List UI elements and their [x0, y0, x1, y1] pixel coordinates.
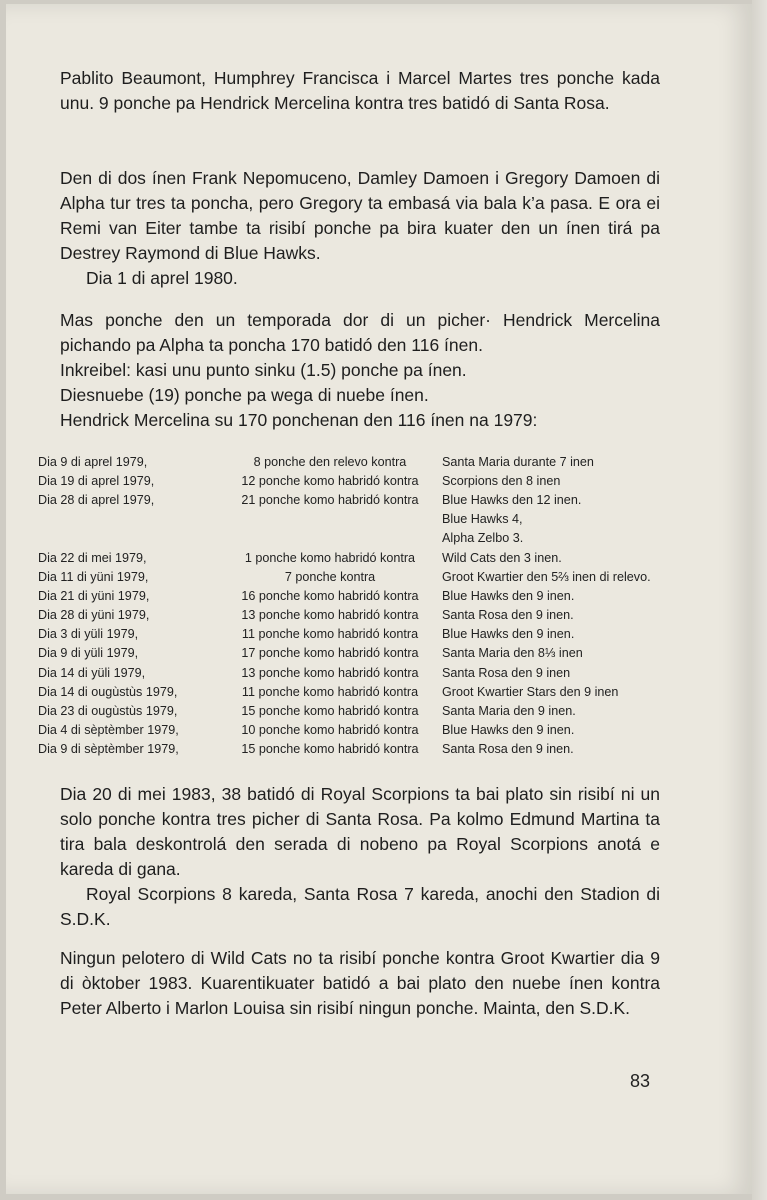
row-opponent: Santa Maria den 9 inen.	[442, 704, 576, 719]
table-row	[38, 586, 738, 605]
table-row	[38, 740, 738, 759]
row-ponche: 13 ponche komo habridó kontra	[241, 665, 419, 680]
row-ponche: 17 ponche komo habridó kontra	[241, 646, 419, 661]
table-row	[38, 701, 738, 720]
table-row	[38, 548, 738, 567]
row-ponche: 13 ponche komo habridó kontra	[241, 608, 419, 623]
table-row	[38, 644, 738, 663]
book-spine	[752, 0, 767, 1200]
strikeout-log-table	[38, 452, 738, 759]
row-date: Dia 14 di ougùstùs 1979,	[38, 684, 178, 699]
row-date: Dia 9 di sèptèmber 1979,	[38, 742, 179, 757]
paragraph-3	[60, 308, 660, 433]
row-ponche: 10 ponche komo habridó kontra	[241, 723, 419, 738]
row-ponche: 16 ponche komo habridó kontra	[241, 588, 419, 603]
row-opponent: Blue Hawks den 9 inen.	[442, 723, 575, 738]
row-date: Dia 23 di ougùstùs 1979,	[38, 704, 178, 719]
row-ponche: 15 ponche komo habridó kontra	[241, 742, 419, 757]
table-row	[38, 490, 738, 509]
table-row	[38, 721, 738, 740]
strikeout-log-body	[38, 452, 738, 759]
paragraph-3-text: Mas ponche den un temporada dor di un picher· Hendrick Mercelina pichando pa Alpha ta poncha 170 batidó den 116 ínen.	[60, 310, 660, 355]
row-date: Dia 3 di yüli 1979,	[38, 627, 139, 642]
row-opponent: Groot Kwartier Stars den 9 inen	[442, 684, 619, 699]
row-ponche	[222, 529, 438, 548]
row-opponent: Santa Rosa den 9 inen.	[442, 742, 574, 757]
row-date: Dia 9 di aprel 1979,	[38, 454, 148, 469]
row-opponent: Santa Rosa den 9 inen.	[442, 608, 574, 623]
row-ponche: 11 ponche komo habridó kontra	[241, 684, 419, 699]
table-row	[38, 567, 738, 586]
table-row	[38, 682, 738, 701]
row-ponche: 8 ponche den relevo kontra	[253, 454, 407, 469]
row-opponent: Blue Hawks 4,	[442, 512, 523, 527]
table-row	[38, 606, 738, 625]
row-ponche: 21 ponche komo habridó kontra	[241, 492, 419, 507]
row-date: Dia 21 di yüni 1979,	[38, 588, 150, 603]
paragraph-4-text: Dia 20 di mei 1983, 38 batidó di Royal Scorpions ta bai plato sin risibí ni un solo ponche kontra tres picher di Santa Rosa. Pa kolmo Edmund Martina ta tira bala deskontrolá den serada di nobeno pa Royal Scorpions anotá e kareda di gana.	[60, 784, 660, 879]
row-opponent: Blue Hawks den 9 inen.	[442, 627, 575, 642]
row-date: Dia 28 di yüni 1979,	[38, 608, 150, 623]
row-opponent: Blue Hawks den 9 inen.	[442, 588, 575, 603]
paragraph-3-line-2: Diesnuebe (19) ponche pa wega di nuebe ínen.	[60, 385, 429, 405]
paragraph-5-text: Ningun pelotero di Wild Cats no ta risibí ponche kontra Groot Kwartier dia 9 di òktober 1983. Kuarentikuater batidó a bai plato den nuebe ínen kontra Peter Alberto i Marlon Louisa sin risibí ningun ponche. Mainta, den S.D.K.	[60, 948, 660, 1018]
row-ponche: 12 ponche komo habridó kontra	[241, 473, 419, 488]
row-opponent: Blue Hawks den 12 inen.	[442, 492, 582, 507]
row-date: Dia 4 di sèptèmber 1979,	[38, 723, 179, 738]
row-date: Dia 22 di mei 1979,	[38, 550, 147, 565]
paragraph-1-text: Pablito Beaumont, Humphrey Francisca i Marcel Martes tres ponche kada unu. 9 ponche pa Hendrick Mercelina kontra tres batidó di Santa Rosa.	[60, 68, 660, 113]
row-opponent: Groot Kwartier den 5⅔ inen di relevo.	[442, 569, 651, 584]
paragraph-2-text: Den di dos ínen Frank Nepomuceno, Damley Damoen i Gregory Damoen di Alpha tur tres ta poncha, pero Gregory ta embasá via bala k’a pasa. E ora ei Remi van Eiter tambe ta risibí ponche pa bira kuater den un ínen tirá pa Destrey Raymond di Blue Hawks.	[60, 168, 660, 263]
paragraph-1	[60, 66, 660, 116]
row-date	[38, 510, 222, 529]
paragraph-3-line-1: Inkreibel: kasi unu punto sinku (1.5) ponche pa ínen.	[60, 360, 467, 380]
row-ponche: 11 ponche komo habridó kontra	[241, 627, 419, 642]
paragraph-2	[60, 166, 660, 291]
page-number: 83	[630, 1071, 651, 1091]
row-ponche: 7 ponche kontra	[284, 569, 376, 584]
row-opponent: Alpha Zelbo 3.	[442, 531, 524, 546]
table-row	[38, 452, 738, 471]
paragraph-5	[60, 946, 660, 1021]
row-date: Dia 28 di aprel 1979,	[38, 492, 155, 507]
table-row	[38, 625, 738, 644]
table-row	[38, 663, 738, 682]
row-date: Dia 11 di yüni 1979,	[38, 569, 149, 584]
row-date: Dia 9 di yüli 1979,	[38, 646, 139, 661]
row-opponent: Santa Maria durante 7 inen	[442, 454, 594, 469]
row-date: Dia 14 di yüli 1979,	[38, 665, 146, 680]
row-opponent: Wild Cats den 3 inen.	[442, 550, 562, 565]
row-opponent: Scorpions den 8 inen	[442, 473, 561, 488]
row-ponche: 1 ponche komo habridó kontra	[244, 550, 416, 565]
paragraph-3-line-3: Hendrick Mercelina su 170 ponchenan den 116 ínen na 1979:	[60, 410, 538, 430]
table-row	[38, 529, 738, 548]
row-ponche	[222, 510, 438, 529]
paragraph-4-score: Royal Scorpions 8 kareda, Santa Rosa 7 kareda, anochi den Stadion di S.D.K.	[60, 884, 660, 929]
table-row	[38, 471, 738, 490]
paragraph-2-date: Dia 1 di aprel 1980.	[86, 268, 238, 288]
row-date	[38, 529, 222, 548]
row-opponent: Santa Maria den 8⅓ inen	[442, 646, 583, 661]
paragraph-4	[60, 782, 660, 932]
table-row	[38, 510, 738, 529]
row-date: Dia 19 di aprel 1979,	[38, 473, 155, 488]
row-ponche: 15 ponche komo habridó kontra	[241, 704, 419, 719]
row-opponent: Santa Rosa den 9 inen	[442, 665, 571, 680]
